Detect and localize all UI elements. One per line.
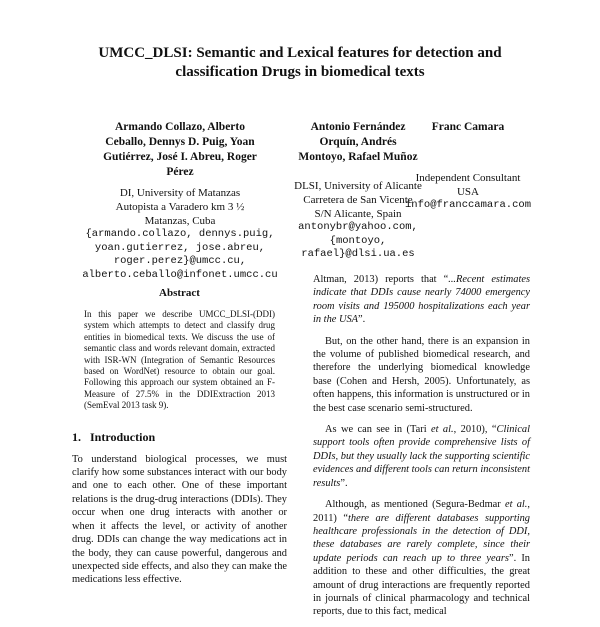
paragraph bbox=[313, 423, 530, 490]
right-column bbox=[313, 273, 530, 627]
email-line: rafael}@dlsi.ua.es bbox=[301, 248, 415, 260]
email-line: antonybr@yahoo.com, bbox=[298, 221, 418, 233]
text-run: Although, as mentioned (Segura-Bedmar bbox=[325, 499, 505, 511]
email-line: info@franccamara.com bbox=[404, 199, 532, 211]
title-line-2: classification Drugs in biomedical texts bbox=[175, 64, 425, 80]
author-name-line: Orquín, Andrés bbox=[319, 136, 397, 148]
author-block-independent bbox=[398, 120, 538, 213]
email-line: alberto.ceballo@infonet.umcc.cu bbox=[82, 268, 278, 281]
section-title: Introduction bbox=[90, 429, 156, 444]
text-run: , 2011) “ bbox=[313, 499, 530, 524]
text-run: As we can see in (Tari bbox=[325, 424, 432, 436]
text-run: ”. bbox=[358, 314, 366, 326]
author-name-line: Antonio Fernández bbox=[310, 121, 406, 133]
author-name-line: Montoyo, Rafael Muñoz bbox=[298, 151, 418, 163]
citation-etal: et al. bbox=[431, 424, 454, 436]
author-emails bbox=[293, 221, 423, 262]
quote-text: Clinical support tools often provide comprehensive lists of DDIs, but they usually lack the supporting scientific evidences and different tools can return inconsistent results bbox=[313, 424, 531, 489]
affiliation-line: USA bbox=[456, 186, 479, 198]
author-name-line: Ceballo, Dennys D. Puig, Yoan bbox=[105, 136, 255, 148]
quote-text: there are different databases supporting healthcare professionals in the detection of DDI, these databases are rarely complete, since their update periods can reach up to three years bbox=[313, 512, 530, 564]
text-run: ”. bbox=[340, 477, 348, 489]
title-line-1: UMCC_DLSI: Semantic and Lexical features for detection and bbox=[98, 45, 502, 61]
introduction-text: To understand biological processes, we must clarify how some substances interact with our body and one to each other. One of these important relations is the drug-drug interactions (DDIs). They occur when one drug interacts with another or when it affects the level, or activity of another drug. DDIs can change the way medications act in the body, they can cause powerful, dangerous and unexpected side effects, and also they can make the medications less effective. bbox=[72, 453, 287, 586]
abstract-heading: Abstract bbox=[159, 287, 200, 299]
affiliation-line: DI, University of Matanzas bbox=[119, 187, 241, 199]
left-column bbox=[72, 287, 287, 587]
email-line: yoan.gutierrez, jose.abreu, bbox=[94, 241, 266, 254]
affiliation-line: Autopista a Varadero km 3 ½ bbox=[115, 201, 245, 213]
affiliation-line: Independent Consultant bbox=[415, 172, 521, 184]
text-run: , 2010), “ bbox=[453, 424, 497, 436]
affiliation bbox=[398, 171, 538, 199]
author-block-umcc bbox=[60, 120, 300, 282]
author-names bbox=[60, 120, 300, 180]
affiliation-line: S/N Alicante, Spain bbox=[314, 208, 402, 220]
section-heading bbox=[72, 430, 287, 445]
section-number: 1. bbox=[72, 429, 81, 444]
paragraph bbox=[313, 498, 530, 619]
author-emails bbox=[60, 228, 300, 282]
affiliation-line: Matanzas, Cuba bbox=[144, 215, 216, 227]
paragraph: But, on the other hand, there is an expansion in the volume of published biomedical research, and therefore the underlying biomedical knowledge base (Cohen and Hersh, 2005). Unfortunately, as often happens, this information is unstructured or in the best case scenario semi-structured. bbox=[313, 335, 530, 414]
author-name-line: Franc Camara bbox=[431, 121, 505, 133]
affiliation bbox=[60, 186, 300, 228]
author-name-line: Armando Collazo, Alberto bbox=[114, 121, 245, 133]
quote-text: ...Recent estimates indicate that DDIs cause nearly 74000 emergency room visits and 195000 hospitalizations each year in the USA bbox=[313, 274, 530, 326]
citation-etal: et al. bbox=[504, 499, 528, 511]
email-line: roger.perez}@umcc.cu, bbox=[113, 255, 247, 267]
affiliation-line: DLSI, University of Alicante bbox=[294, 180, 422, 192]
paper-title bbox=[60, 44, 540, 82]
text-run: ”. In addition to these and other difficulties, the great amount of drug interactions are frequently reported in journals of clinical pharmacology and technical reports, due to this fact, medical bbox=[313, 552, 530, 618]
email-line: {armando.collazo, dennys.puig, bbox=[85, 228, 275, 240]
paragraph bbox=[313, 273, 530, 327]
text-run: Altman, 2013) reports that “ bbox=[313, 274, 449, 285]
author-name-line: Pérez bbox=[166, 166, 194, 178]
affiliation-line: Carretera de San Vicente bbox=[303, 194, 413, 206]
author-emails bbox=[398, 199, 538, 213]
author-name-line: Gutiérrez, José I. Abreu, Roger bbox=[103, 151, 257, 163]
abstract-text: In this paper we describe UMCC_DLSI-(DDI) system which attempts to detect and classify drug entities in biomedical texts. We discuss the use of semantic class and words relevant domain, extracted with ISR-WN (Integration of Semantic Resources based on WordNet) resource to obtain our goal. Following this approach our system obtained an F-Measure of 27.5% in the DDIExtraction 2013 (SemEval 2013 task 9). bbox=[84, 309, 275, 411]
email-line: {montoyo, bbox=[329, 234, 387, 247]
author-names bbox=[398, 120, 538, 135]
